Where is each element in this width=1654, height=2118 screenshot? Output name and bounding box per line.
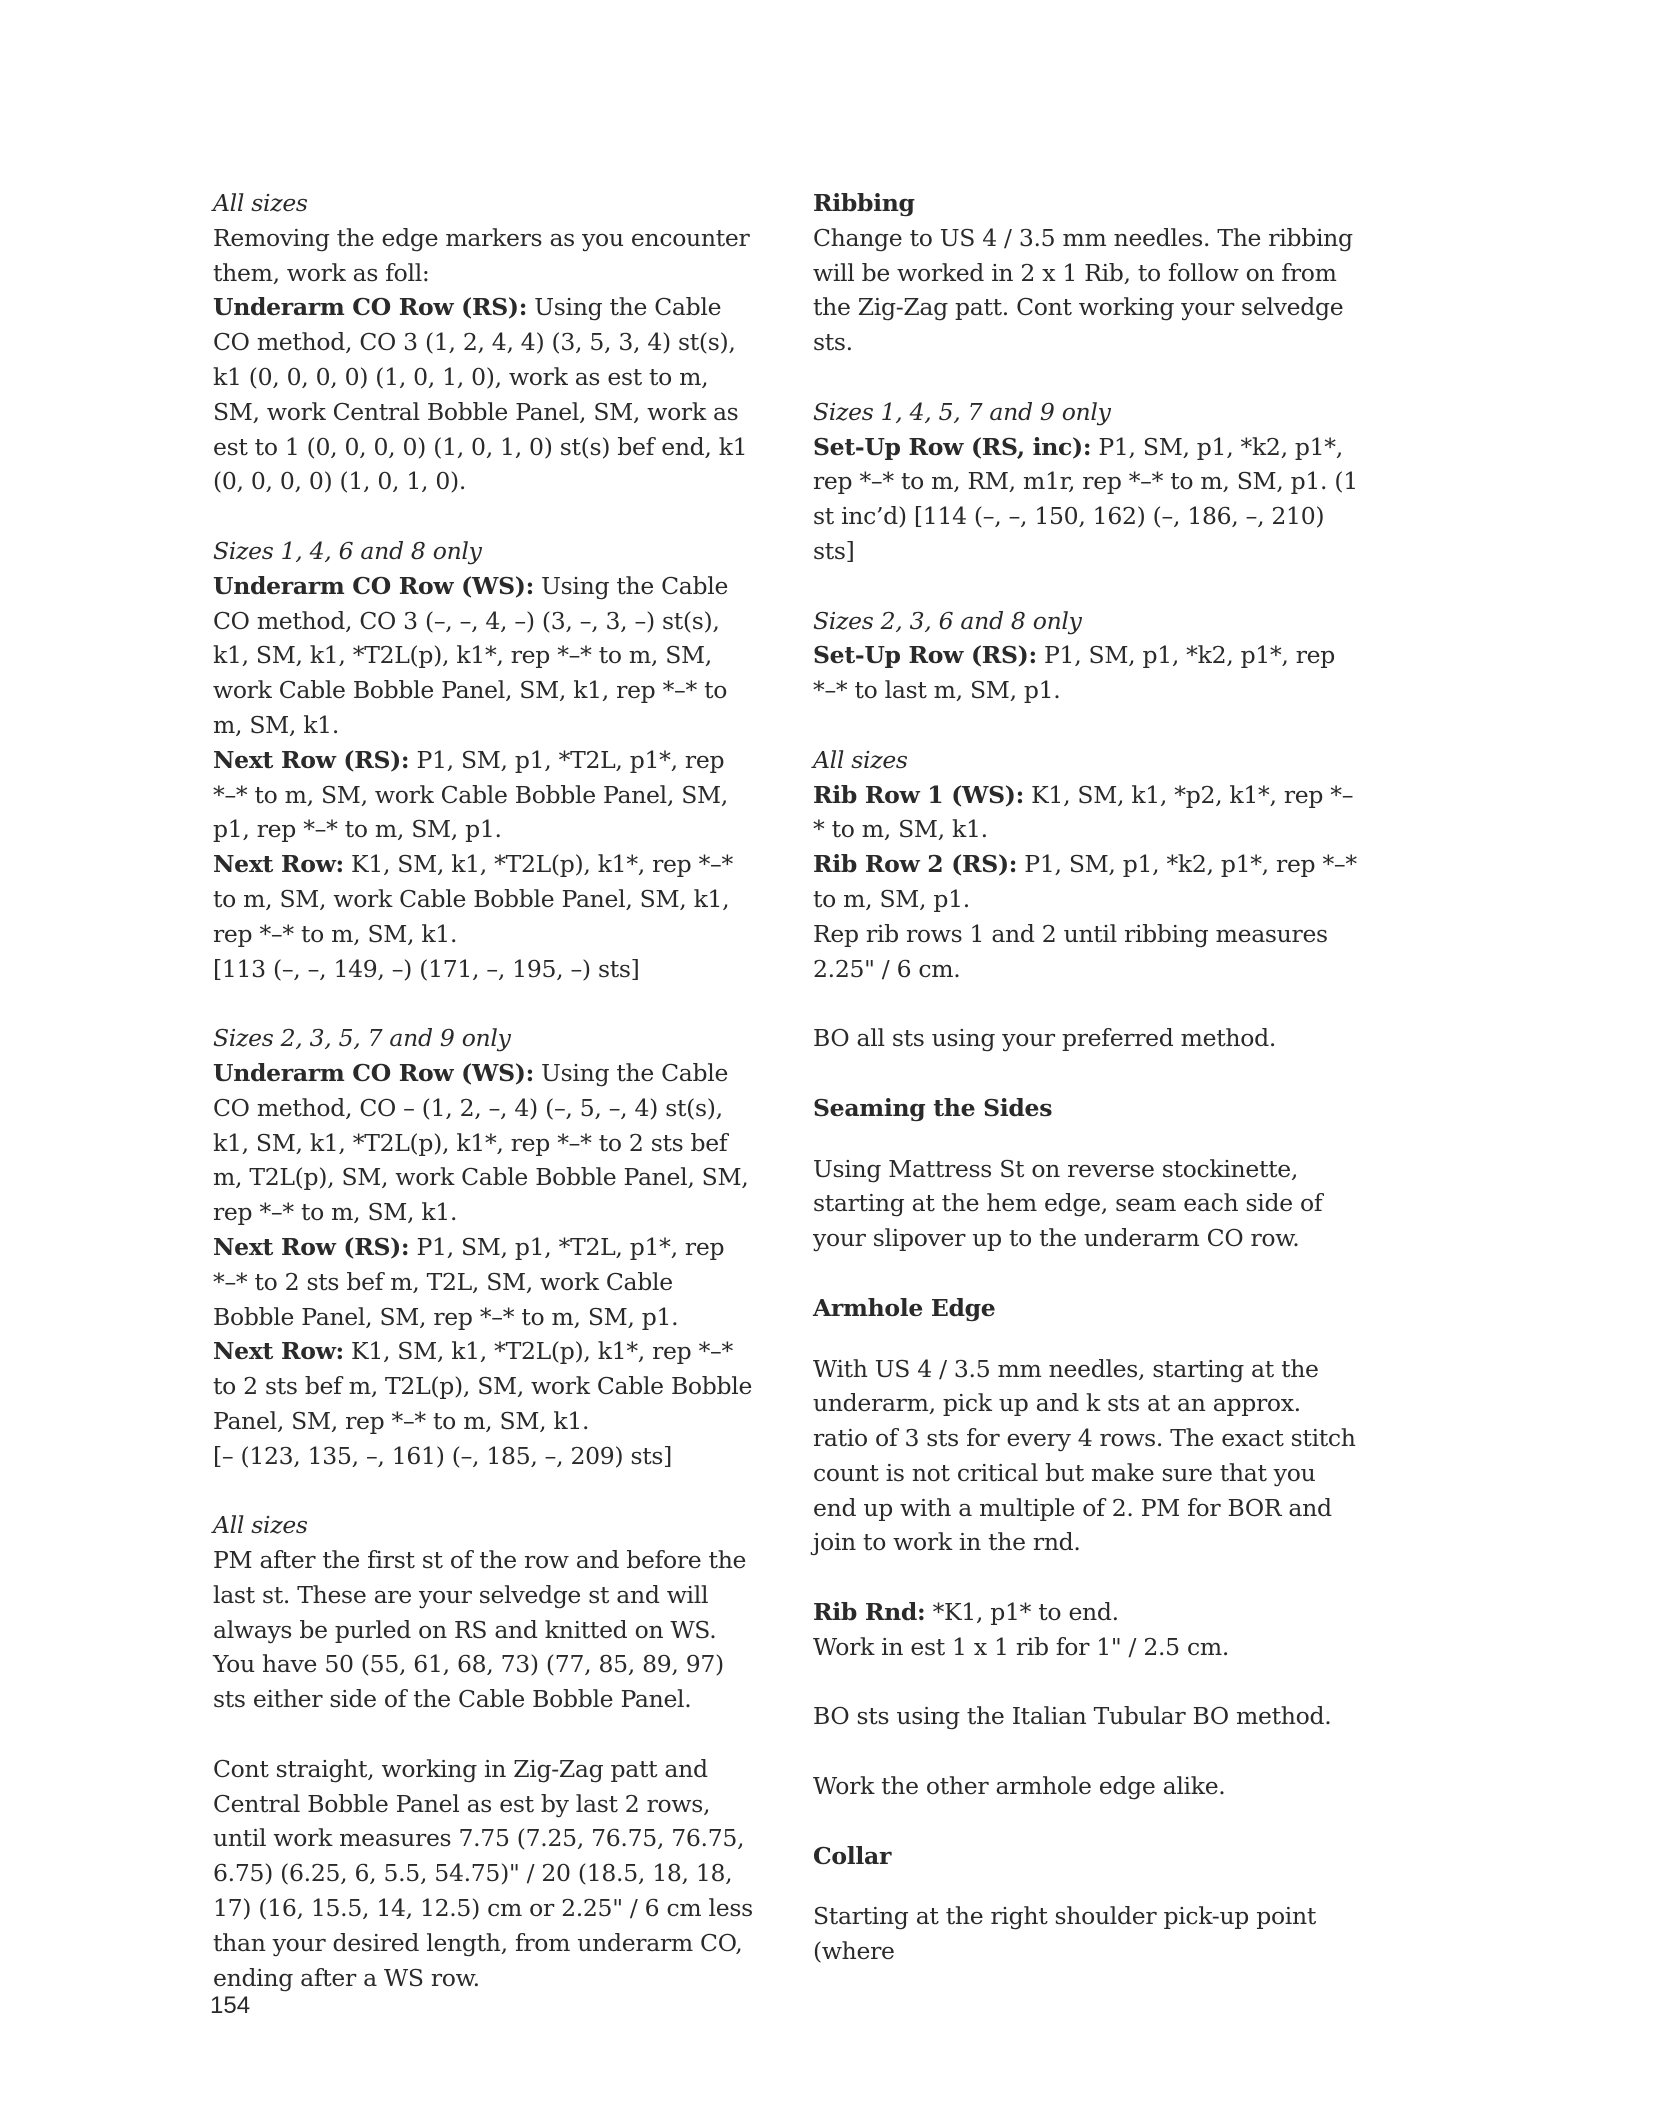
instruction-paragraph: Cont straight, working in Zig-Zag patt and Central Bobble Panel as est by last 2 rows, until work measures 7.75 (7.25, 76.75, 76.75, 6.75) (6.25, 6, 5.5, 54.75)" / 20 (18.5, 18, 18, 17) (16, 15.5, 14, 12.5) cm or 2.25" / 6 cm less than your desired length, from underarm CO, ending after a WS row. — [213, 1754, 753, 1992]
instruction-paragraph: Change to US 4 / 3.5 mm needles. The ribbing will be worked in 2 x 1 Rib, to follow on from the Zig-Zag patt. Cont working your selvedge sts. — [813, 223, 1353, 357]
spacer — [213, 499, 753, 534]
spacer — [813, 1734, 1358, 1769]
row-label: Rib Row 2 (RS): — [813, 850, 1018, 879]
spacer — [813, 1873, 1358, 1899]
instruction-paragraph — [813, 778, 1358, 848]
row-label: Next Row: — [213, 1337, 344, 1366]
row-label: Set-Up Row (RS, inc): — [813, 432, 1092, 461]
row-label: Next Row (RS): — [213, 745, 410, 774]
section-subheading: Sizes 1, 4, 5, 7 and 9 only — [813, 397, 1111, 426]
row-text: K1, SM, k1, *T2L(p), k1*, rep *–* to 2 sts bef m, T2L(p), SM, work Cable Bobble Panel, SM, rep *–* to m, SM, k1. — [213, 1337, 753, 1435]
instruction-paragraph — [213, 1056, 753, 1230]
row-label: Rib Row 1 (WS): — [813, 780, 1024, 809]
row-label: Rib Rnd: — [813, 1598, 926, 1627]
instruction-paragraph: Starting at the right shoulder pick-up point (where — [813, 1902, 1316, 1966]
row-text: K1, SM, k1, *p2, k1*, rep *–* to m, SM, k1. — [813, 780, 1354, 844]
row-text: P1, SM, p1, *k2, p1*, rep *–* to m, RM, m1r, rep *–* to m, SM, p1. (1 st inc’d) [114 (–, –, 150, 162) (–, 186, –, 210) sts] — [813, 432, 1358, 565]
row-label: Underarm CO Row (WS): — [213, 1058, 534, 1087]
instruction-paragraph: You have 50 (55, 61, 68, 73) (77, 85, 89, 97) sts either side of the Cable Bobble Panel. — [213, 1650, 724, 1714]
spacer — [813, 1665, 1358, 1700]
row-text: P1, SM, p1, *T2L, p1*, rep *–* to 2 sts bef m, T2L, SM, work Cable Bobble Panel, SM, rep *–* to m, SM, p1. — [213, 1232, 725, 1331]
row-text: P1, SM, p1, *k2, p1*, rep *–* to last m, SM, p1. — [813, 641, 1336, 705]
section-subheading: All sizes — [813, 745, 908, 774]
spacer — [213, 1717, 753, 1752]
instruction-paragraph: Rep rib rows 1 and 2 until ribbing measures 2.25" / 6 cm. — [813, 919, 1328, 983]
spacer — [813, 569, 1358, 604]
instruction-paragraph — [213, 847, 753, 951]
row-label: Next Row: — [213, 850, 344, 879]
instruction-paragraph — [213, 290, 753, 499]
left-column — [213, 186, 753, 1995]
row-text: Using the Cable CO method, CO 3 (–, –, 4, –) (3, –, 3, –) st(s), k1, SM, k1, *T2L(p), k1*, rep *–* to m, SM, work Cable Bobble Panel, SM, k1, rep *–* to m, SM, k1. — [213, 571, 729, 739]
spacer — [813, 1560, 1358, 1595]
row-text: Using the Cable CO method, CO – (1, 2, –, 4) (–, 5, –, 4) st(s), k1, SM, k1, *T2L(p), k1*, rep *–* to 2 sts bef m, T2L(p), SM, work Cable Bobble Panel, SM, rep *–* to m, SM, k1. — [213, 1058, 749, 1227]
spacer — [813, 1256, 1358, 1291]
row-label: Underarm CO Row (WS): — [213, 571, 534, 600]
row-text: P1, SM, p1, *T2L, p1*, rep *–* to m, SM, work Cable Bobble Panel, SM, p1, rep *–* to m, SM, p1. — [213, 745, 728, 844]
spacer — [813, 986, 1358, 1021]
instruction-paragraph: PM after the first st of the row and before the last st. These are your selvedge st and will always be purled on RS and knitted on WS. — [213, 1546, 747, 1644]
instruction-paragraph — [813, 638, 1358, 708]
page-number: 154 — [210, 1992, 251, 2019]
instruction-paragraph — [213, 569, 753, 743]
instruction-paragraph: [– (123, 135, –, 161) (–, 185, –, 209) sts] — [213, 1441, 672, 1470]
instruction-paragraph: [113 (–, –, 149, –) (171, –, 195, –) sts] — [213, 954, 640, 983]
spacer — [813, 1804, 1358, 1839]
instruction-paragraph: With US 4 / 3.5 mm needles, starting at the underarm, pick up and k sts at an approx. ratio of 3 sts for every 4 rows. The exact stitch count is not critical but make sure that you end up with a multiple of 2. PM for BOR and join to work in the rnd. — [813, 1354, 1356, 1557]
instruction-paragraph — [213, 1230, 753, 1334]
spacer — [813, 1326, 1358, 1352]
instruction-paragraph: Removing the edge markers as you encounter them, work as foll: — [213, 223, 750, 287]
section-heading: Armhole Edge — [813, 1293, 996, 1322]
section-subheading: Sizes 1, 4, 6 and 8 only — [213, 536, 482, 565]
row-text: *K1, p1* to end. — [925, 1598, 1119, 1627]
row-label: Set-Up Row (RS): — [813, 641, 1037, 670]
spacer — [813, 1056, 1358, 1091]
instruction-paragraph — [813, 847, 1358, 917]
spacer — [813, 708, 1358, 743]
instruction-paragraph: Work the other armhole edge alike. — [813, 1772, 1226, 1801]
instruction-paragraph: Work in est 1 x 1 rib for 1" / 2.5 cm. — [813, 1632, 1230, 1661]
row-label: Underarm CO Row (RS): — [213, 293, 528, 322]
spacer — [813, 1126, 1358, 1152]
right-column — [813, 186, 1358, 1969]
section-heading: Collar — [813, 1841, 892, 1870]
spacer — [213, 986, 753, 1021]
spacer — [213, 1473, 753, 1508]
instruction-paragraph: Using Mattress St on reverse stockinette, starting at the hem edge, seam each side of your slipover up to the underarm CO row. — [813, 1154, 1323, 1253]
row-text: P1, SM, p1, *k2, p1*, rep *–* to m, SM, p1. — [813, 850, 1357, 913]
instruction-paragraph — [213, 1334, 753, 1438]
instruction-paragraph: BO all sts using your preferred method. — [813, 1024, 1277, 1053]
row-label: Next Row (RS): — [213, 1232, 410, 1261]
section-heading: Seaming the Sides — [813, 1093, 1053, 1122]
section-subheading: Sizes 2, 3, 6 and 8 only — [813, 606, 1082, 635]
spacer — [813, 360, 1358, 395]
instruction-paragraph: BO sts using the Italian Tubular BO method. — [813, 1702, 1332, 1731]
section-subheading: All sizes — [213, 1511, 308, 1540]
row-text: Using the Cable CO method, CO 3 (1, 2, 4, 4) (3, 5, 3, 4) st(s), k1 (0, 0, 0, 0) (1, 0, 1, 0), work as est to m, SM, work Central Bobble Panel, SM, work as est to 1 (0, 0, 0, 0) (1, 0, 1, 0) st(s) bef end, k1 (0, 0, 0, 0) (1, 0, 1, 0). — [213, 293, 748, 496]
section-heading: Ribbing — [813, 189, 915, 217]
row-text: K1, SM, k1, *T2L(p), k1*, rep *–* to m, SM, work Cable Bobble Panel, SM, k1, rep *–* to m, SM, k1. — [213, 850, 733, 948]
section-subheading: All sizes — [213, 189, 308, 217]
instruction-paragraph — [213, 743, 753, 847]
instruction-paragraph — [813, 1595, 1358, 1630]
section-subheading: Sizes 2, 3, 5, 7 and 9 only — [213, 1024, 511, 1053]
instruction-paragraph — [813, 430, 1358, 569]
